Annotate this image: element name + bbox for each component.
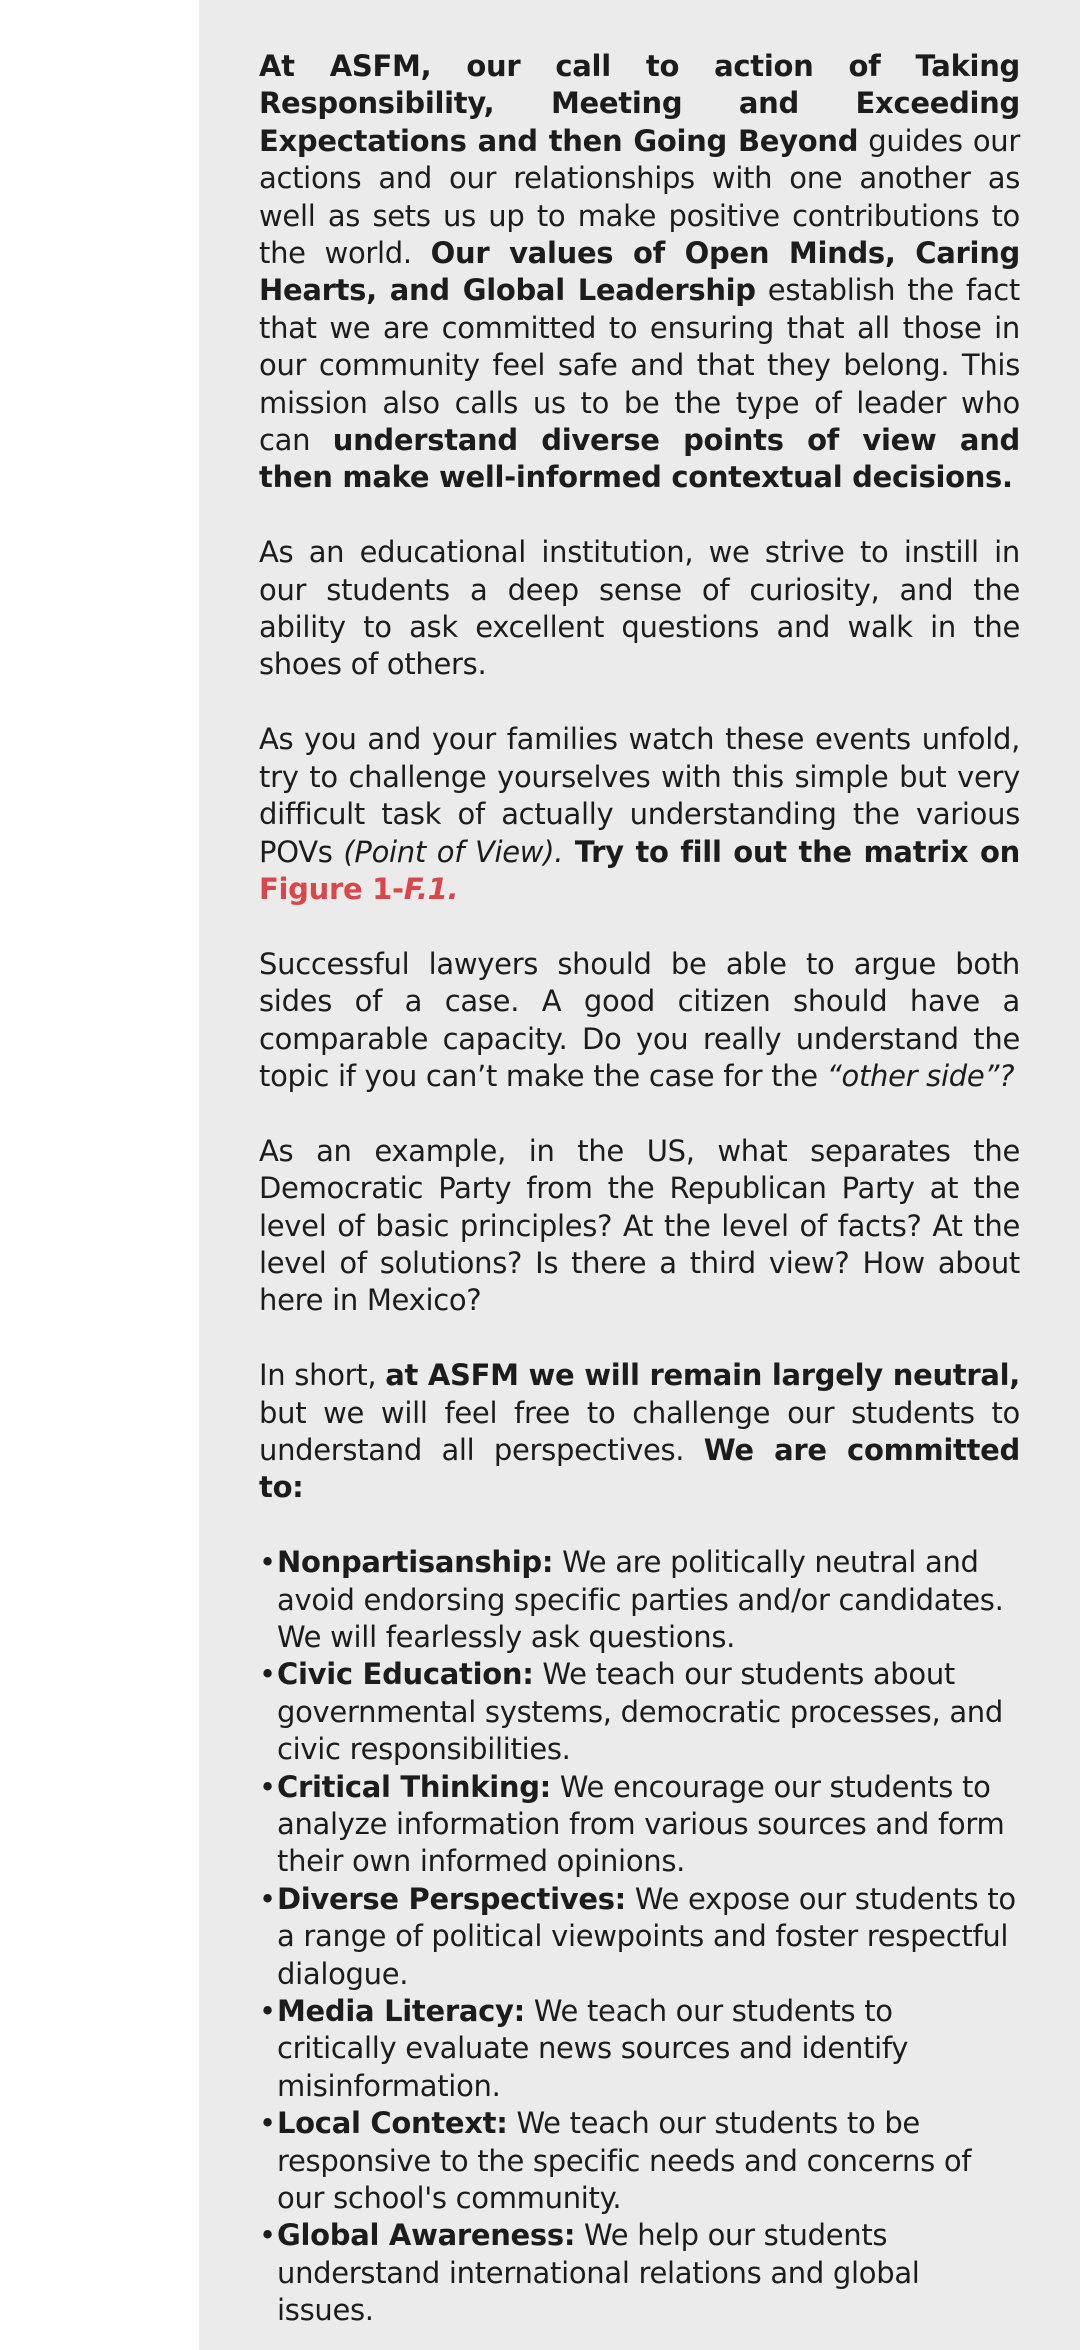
bullet-icon: •: [259, 1769, 276, 1804]
leadership-text: understand diverse points of view and then make well-informed contextual decisions.: [259, 423, 1020, 495]
list-item: • Diverse Perspectives: We expose our students to a range of political viewpoints and foster respectful dialogue.: [259, 1881, 1016, 1991]
bullet-icon: •: [259, 1994, 276, 2029]
list-item: • Global Awareness: We help our students understand international relations and global issues.: [259, 2218, 920, 2328]
paragraph-neutral: In short, at ASFM we will remain largely neutral, but we will feel free to challenge our students to understand all perspectives. We are committed to:: [259, 1358, 1021, 1505]
list-item: • Civic Education: We teach our students about governmental systems, democratic processes, and civic responsibilities.: [259, 1657, 1003, 1767]
paragraph-mission: At ASFM, our call to action of Taking Responsibility, Meeting and Exceeding Expectations and then Going Beyond guides our actions and our relationships with one another as well as sets us up to make positive contributions to the world. Our values of Open Minds, Caring Hearts, and Global Leadership establish the fact that we are committed to ensuring that all those in our community feel safe and that they belong. This mission also calls us to be the type of leader who can understand diverse points of view and then make well-informed contextual decisions.: [259, 49, 1021, 495]
document-body: [259, 48, 1020, 2330]
figure-reference: Figure 1-: [259, 871, 404, 906]
paragraph-lawyers: Successful lawyers should be able to argue both sides of a case. A good citizen should have a comparable capacity. Do you really understand the topic if you can’t make the case for the “other side”?: [259, 946, 1020, 1093]
list-item: • Critical Thinking: We encourage our students to analyze information from various sources and form their own informed opinions.: [259, 1769, 1005, 1879]
list-item: • Nonpartisanship: We are politically neutral and avoid endorsing specific parties and/or candidates. We will fearlessly ask questions.: [259, 1545, 1004, 1654]
bullet-icon: •: [259, 1545, 276, 1580]
values-text: Our values of Open Minds, Caring Hearts, and Global Leadership: [259, 236, 1021, 308]
paragraph-families: As you and your families watch these events unfold, try to challenge yourselves with this simple but very difficult task of actually understanding the various POVs (Point of View). Try to fill out the matrix on Figure 1-F.1.: [259, 722, 1020, 906]
list-item: • Local Context: We teach our students to be responsive to the specific needs and concerns of our school's community.: [259, 2106, 972, 2216]
bullet-icon: •: [259, 2218, 276, 2253]
bullet-icon: •: [259, 2106, 276, 2141]
figure-reference-id: F.1.: [403, 871, 459, 906]
paragraph-institution: As an educational institution, we strive to instill in our students a deep sense of curiosity, and the ability to ask excellent questions and walk in the shoes of others.: [259, 535, 1020, 682]
bullet-icon: •: [259, 1657, 276, 1692]
paragraph-example: As an example, in the US, what separates the Democratic Party from the Republican Party at the level of basic principles? At the level of facts? At the level of solutions? Is there a third view? How about here in Mexico?: [259, 1133, 1020, 1318]
list-item: • Media Literacy: We teach our students to critically evaluate news sources and identify misinformation.: [259, 1994, 909, 2103]
commitments-list: [259, 1544, 1020, 2330]
call-to-action-text: At ASFM, our call to action of Taking Responsibility, Meeting and Exceeding Expectations and then Going Beyond: [259, 49, 1020, 158]
bullet-icon: •: [259, 1881, 276, 1916]
